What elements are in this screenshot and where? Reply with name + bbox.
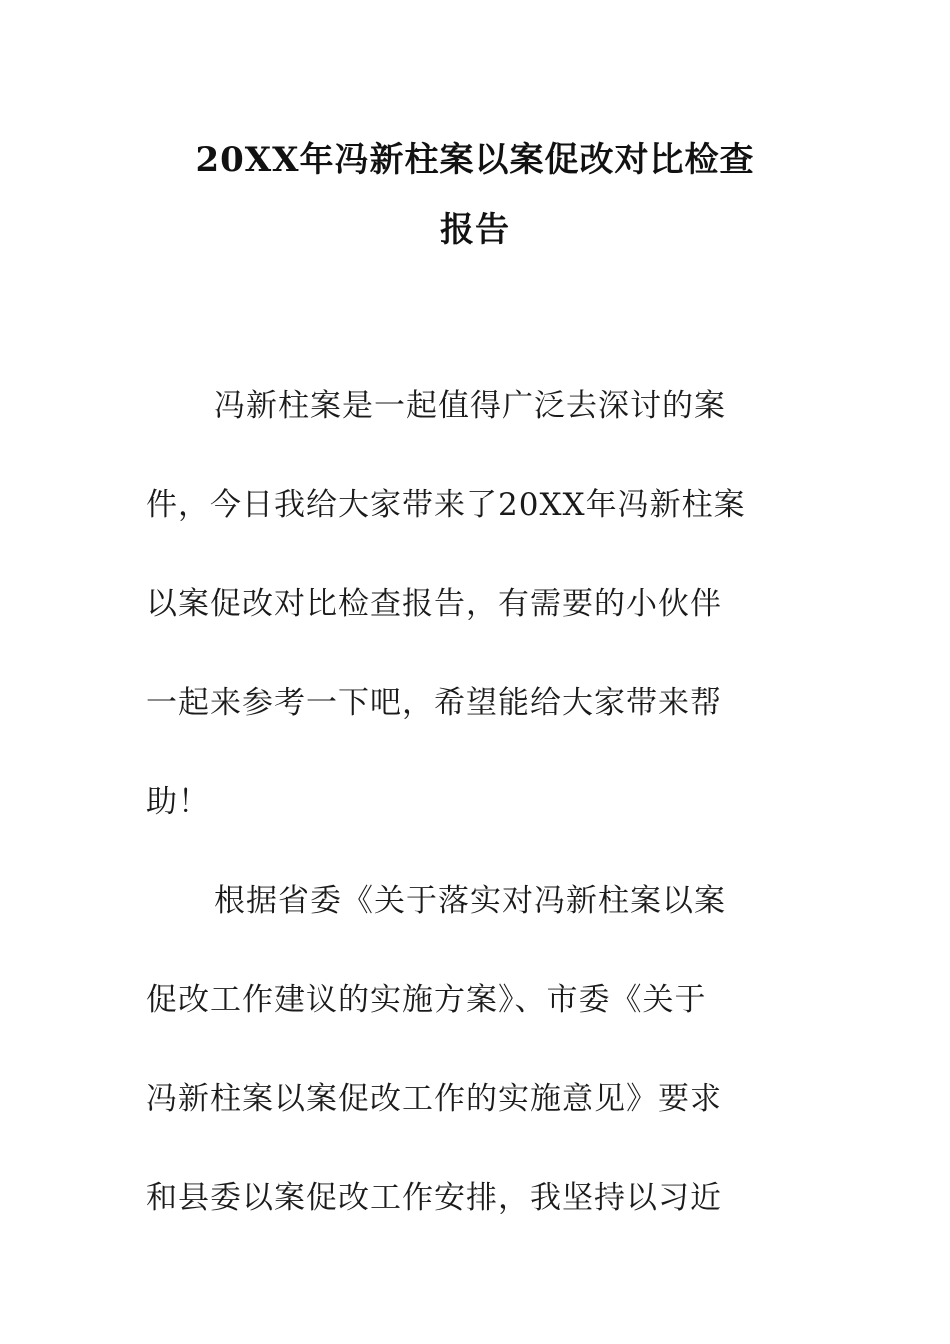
paragraph-2-line-4: 和县委以案促改工作安排，我坚持以习近: [146, 1180, 722, 1216]
paragraph-1-line-4: 一起来参考一下吧，希望能给大家带来帮: [146, 685, 722, 721]
paragraph-2-line-3: 冯新柱案以案促改工作的实施意见》要求: [146, 1081, 722, 1117]
paragraph-1-line-3: 以案促改对比检查报告，有需要的小伙伴: [146, 586, 722, 622]
paragraph-2-line-1: 根据省委《关于落实对冯新柱案以案: [214, 883, 726, 919]
paragraph-2-line-2: 促改工作建议的实施方案》、市委《关于: [146, 982, 707, 1018]
document-title-line-2: 报告: [440, 210, 510, 250]
paragraph-1-line-1: 冯新柱案是一起值得广泛去深讨的案: [214, 388, 726, 424]
document-title-line-1: 20XX年冯新柱案以案促改对比检查: [195, 140, 755, 180]
paragraph-1-line-5: 助！: [146, 784, 210, 820]
paragraph-1-line-2: 件，今日我给大家带来了20XX年冯新柱案: [146, 487, 746, 523]
